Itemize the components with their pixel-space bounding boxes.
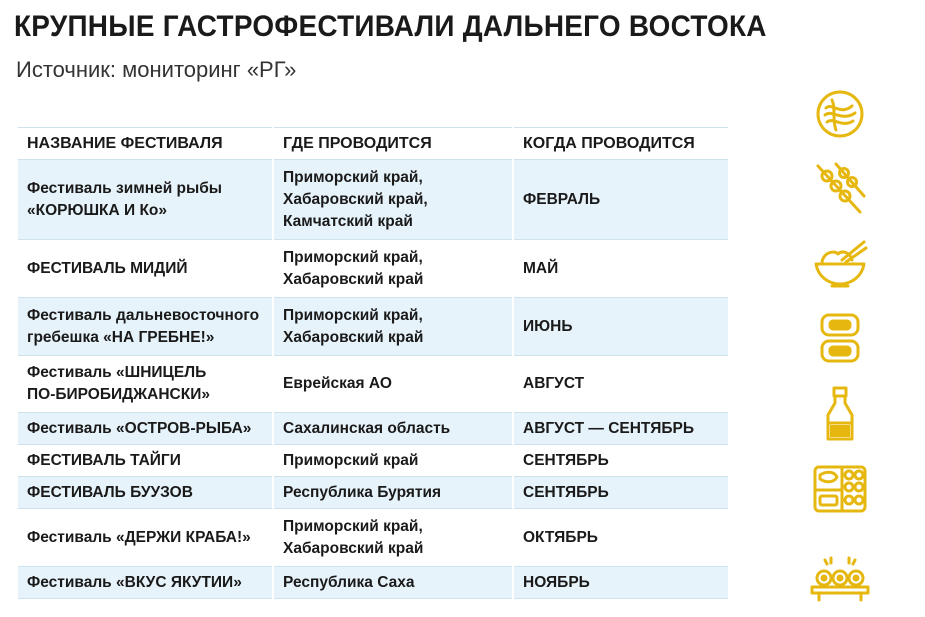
table-row	[18, 356, 729, 413]
location-cell	[273, 413, 513, 445]
date-cell: СЕНТЯБРЬ	[513, 477, 729, 509]
location-line: Хабаровский край	[283, 328, 424, 346]
location-cell	[273, 356, 513, 413]
location-line: Сахалинская область	[283, 419, 451, 437]
header-festival-name: НАЗВАНИЕ ФЕСТИВАЛЯ	[18, 128, 273, 160]
location-cell	[273, 240, 513, 298]
table-header-row	[18, 128, 729, 160]
festival-name-cell	[18, 356, 273, 413]
festival-name-line: ФЕСТИВАЛЬ ТАЙГИ	[27, 451, 181, 469]
location-line: Республика Бурятия	[283, 483, 442, 501]
date-cell: АВГУСТ	[513, 356, 729, 413]
table-row	[18, 567, 729, 599]
date-cell: АВГУСТ — СЕНТЯБРЬ	[513, 413, 729, 445]
noodle-bowl-icon	[800, 84, 880, 144]
sushi-rolls-icon	[800, 309, 880, 369]
location-line: Хабаровский край,	[283, 190, 428, 208]
festival-name-cell	[18, 445, 273, 477]
festival-name-cell	[18, 240, 273, 298]
festival-name-line: Фестиваль зимней рыбы	[27, 179, 223, 197]
festival-name-line: Фестиваль «ОСТРОВ-РЫБА»	[27, 419, 252, 437]
location-line: Хабаровский край	[283, 539, 424, 557]
festival-name-line: гребешка «НА ГРЕБНЕ!»	[27, 328, 215, 346]
location-line: Приморский край,	[283, 248, 423, 266]
date-cell: ФЕВРАЛЬ	[513, 160, 729, 240]
page-title: КРУПНЫЕ ГАСТРОФЕСТИВАЛИ ДАЛЬНЕГО ВОСТОКА	[14, 10, 767, 43]
location-line: Хабаровский край	[283, 270, 424, 288]
date-cell: СЕНТЯБРЬ	[513, 445, 729, 477]
location-line: Приморский край,	[283, 306, 423, 324]
festival-name-line: «КОРЮШКА И Ко»	[27, 201, 167, 219]
location-line: Приморский край	[283, 451, 419, 469]
festival-name-cell	[18, 160, 273, 240]
date-cell: ИЮНЬ	[513, 298, 729, 356]
location-cell	[273, 160, 513, 240]
source-subtitle: Источник: мониторинг «РГ»	[16, 57, 297, 82]
festival-name-line: Фестиваль дальневосточного	[27, 306, 260, 324]
location-cell	[273, 477, 513, 509]
festival-name-cell	[18, 567, 273, 599]
festival-name-cell	[18, 477, 273, 509]
festivals-table	[18, 127, 730, 599]
skewers-icon	[800, 160, 880, 220]
location-cell	[273, 298, 513, 356]
location-line: Камчатский край	[283, 212, 413, 230]
location-line: Еврейская АО	[283, 375, 392, 392]
table-row	[18, 298, 729, 356]
date-cell: НОЯБРЬ	[513, 567, 729, 599]
festival-name-line: ФЕСТИВАЛЬ МИДИЙ	[27, 259, 188, 277]
table-row	[18, 160, 729, 240]
festival-name-line: Фестиваль «ВКУС ЯКУТИИ»	[27, 573, 242, 591]
table-row	[18, 240, 729, 298]
soy-sauce-bottle-icon	[800, 384, 880, 444]
location-line: Приморский край,	[283, 517, 423, 535]
festival-name-line: Фестиваль «ДЕРЖИ КРАБА!»	[27, 528, 251, 546]
table-row	[18, 445, 729, 477]
location-line: Приморский край,	[283, 168, 423, 186]
food-icons-column	[800, 84, 880, 614]
festival-name-line: ПО-БИРОБИДЖАНСКИ»	[27, 386, 210, 403]
festival-name-cell	[18, 413, 273, 445]
table-row	[18, 477, 729, 509]
location-cell	[273, 567, 513, 599]
table-row	[18, 413, 729, 445]
location-line: Республика Саха	[283, 573, 415, 591]
rice-bowl-chopsticks-icon	[800, 234, 880, 294]
festival-name-cell	[18, 298, 273, 356]
sushi-platter-icon	[800, 549, 880, 609]
header-location: ГДЕ ПРОВОДИТСЯ	[273, 128, 513, 160]
date-cell: МАЙ	[513, 240, 729, 298]
festival-name-cell	[18, 509, 273, 567]
table-row	[18, 509, 729, 567]
festival-name-line: Фестиваль «ШНИЦЕЛЬ	[27, 364, 207, 381]
location-cell	[273, 509, 513, 567]
festival-name-line: ФЕСТИВАЛЬ БУУЗОВ	[27, 483, 193, 501]
location-cell	[273, 445, 513, 477]
header-date: КОГДА ПРОВОДИТСЯ	[513, 128, 729, 160]
date-cell: ОКТЯБРЬ	[513, 509, 729, 567]
bento-box-icon	[800, 459, 880, 519]
